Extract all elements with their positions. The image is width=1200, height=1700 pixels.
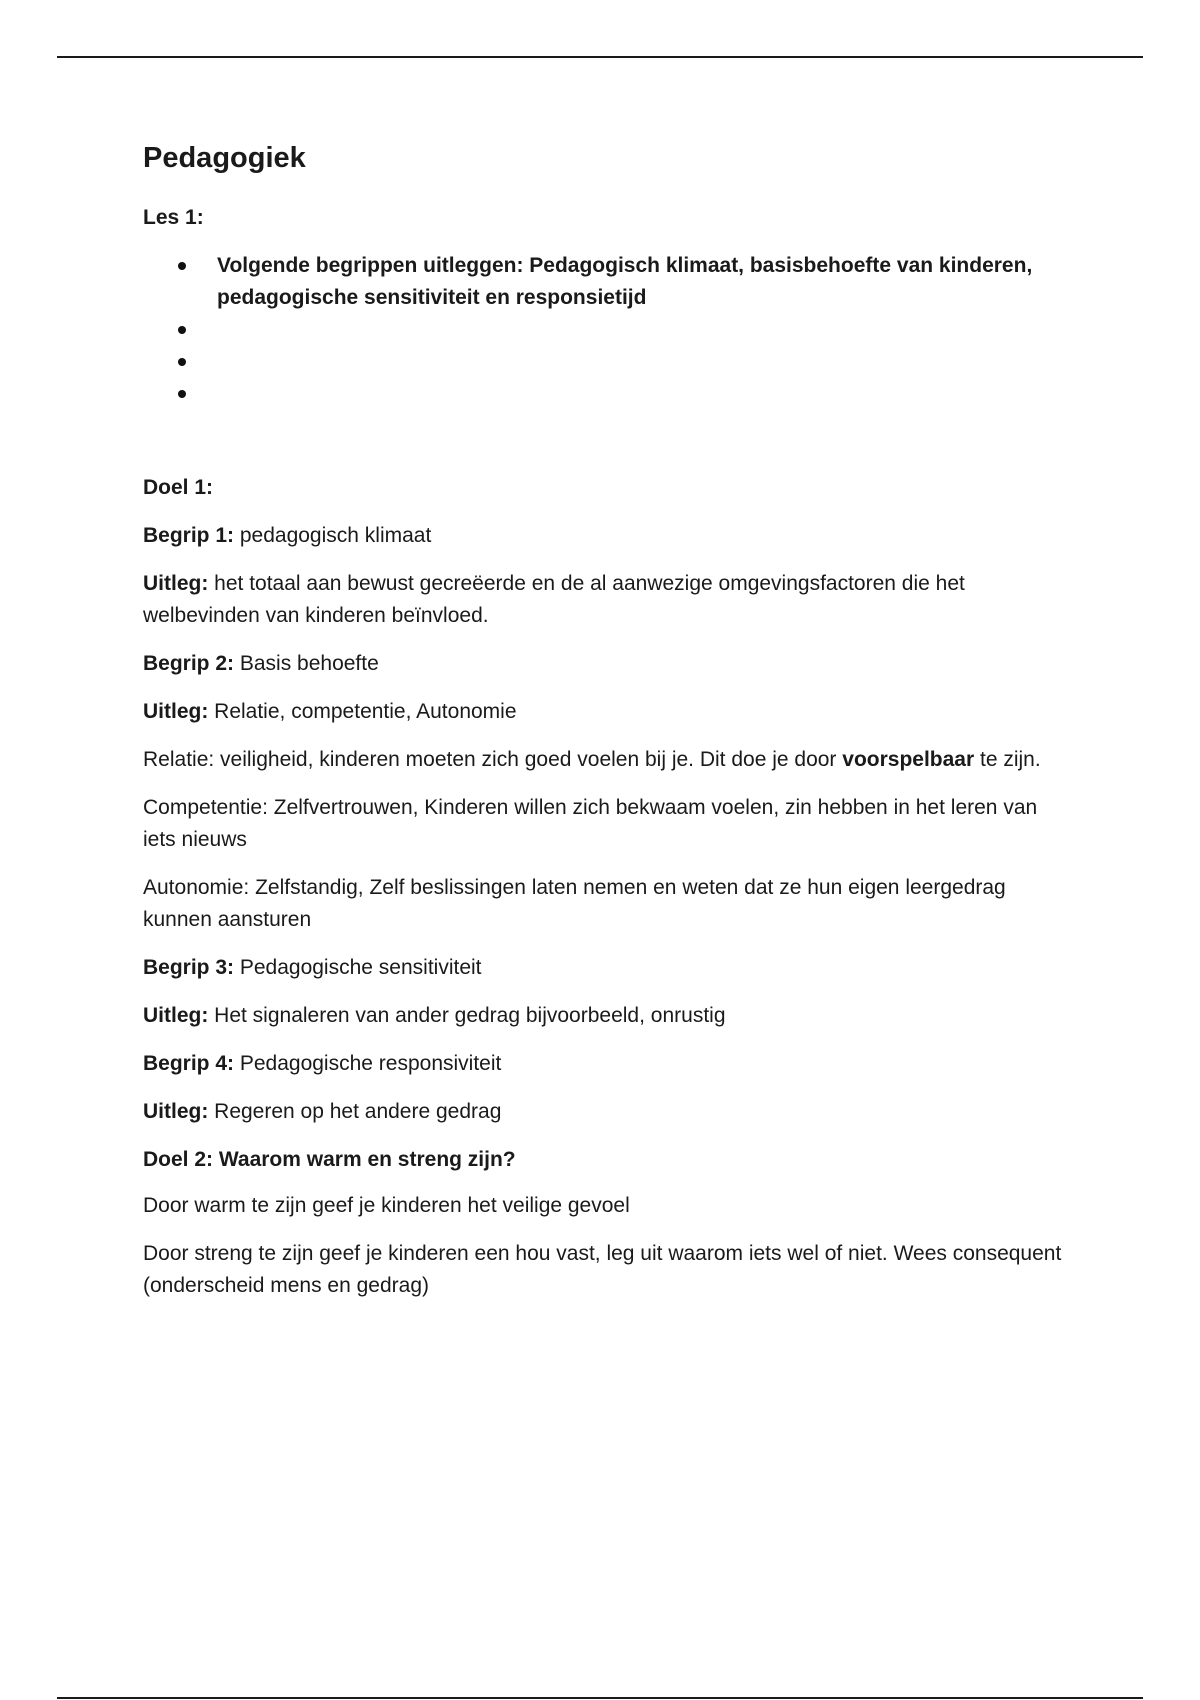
document-title: Pedagogiek [143,142,306,174]
uitleg3-paragraph [143,1000,1063,1032]
uitleg2-text: Relatie, competentie, Autonomie [208,700,517,723]
les-heading: Les 1: [143,206,204,229]
list-item [143,346,1063,378]
uitleg1-paragraph [143,568,1063,632]
warm-paragraph: Door warm te zijn geef je kinderen het veilige gevoel [143,1194,630,1217]
bullet-icon [178,326,186,334]
uitleg2-paragraph [143,696,1063,728]
uitleg3-label: Uitleg: [143,1004,209,1027]
uitleg2-label: Uitleg: [143,700,209,723]
list-item [143,378,1063,410]
relatie-text-b: te zijn. [974,748,1041,771]
competentie-paragraph: Competentie: Zelfvertrouwen, Kinderen willen zich bekwaam voelen, zin hebben in het leren van iets nieuws [143,796,1038,851]
list-item [143,250,1063,314]
begrip3-paragraph [143,952,1063,984]
bullet-list [143,250,1063,410]
bullet-icon [178,390,186,398]
bullet-icon [178,358,186,366]
uitleg4-label: Uitleg: [143,1100,209,1123]
list-item [143,314,1063,346]
bullet-text: Volgende begrippen uitleggen: Pedagogisch klimaat, basisbehoefte van kinderen, pedagogische sensitiviteit en responsietijd [217,254,1033,309]
begrip1-paragraph [143,520,1063,552]
autonomie-paragraph: Autonomie: Zelfstandig, Zelf beslissingen laten nemen en weten dat ze hun eigen leergedrag kunnen aansturen [143,876,1006,931]
doel2-heading: Doel 2: Waarom warm en streng zijn? [143,1148,516,1171]
begrip4-label: Begrip 4: [143,1052,235,1075]
uitleg1-text: het totaal aan bewust gecreëerde en de al aanwezige omgevingsfactoren die het welbevinden van kinderen beïnvloed. [143,572,965,627]
doel1-heading: Doel 1: [143,476,214,499]
begrip4-text: Pedagogische responsiviteit [234,1052,502,1075]
relatie-paragraph [143,744,1063,776]
uitleg4-text: Regeren op het andere gedrag [208,1100,502,1123]
relatie-bold: voorspelbaar [842,748,975,771]
begrip2-text: Basis behoefte [234,652,379,675]
page-top-rule [57,56,1143,58]
begrip2-label: Begrip 2: [143,652,235,675]
streng-paragraph: Door streng te zijn geef je kinderen een hou vast, leg uit waarom iets wel of niet. Wees consequent (onderscheid mens en gedrag) [143,1242,1062,1297]
bullet-icon [178,262,186,270]
uitleg3-text: Het signaleren van ander gedrag bijvoorbeeld, onrustig [208,1004,726,1027]
uitleg1-label: Uitleg: [143,572,209,595]
document-body [143,140,1063,1318]
begrip3-label: Begrip 3: [143,956,235,979]
begrip3-text: Pedagogische sensitiviteit [234,956,482,979]
uitleg4-paragraph [143,1096,1063,1128]
relatie-text-a: Relatie: veiligheid, kinderen moeten zich goed voelen bij je. Dit doe je door [143,748,843,771]
page-bottom-rule [57,1697,1143,1699]
begrip1-label: Begrip 1: [143,524,235,547]
begrip4-paragraph [143,1048,1063,1080]
begrip2-paragraph [143,648,1063,680]
spacer [143,410,1063,472]
begrip1-text: pedagogisch klimaat [234,524,432,547]
